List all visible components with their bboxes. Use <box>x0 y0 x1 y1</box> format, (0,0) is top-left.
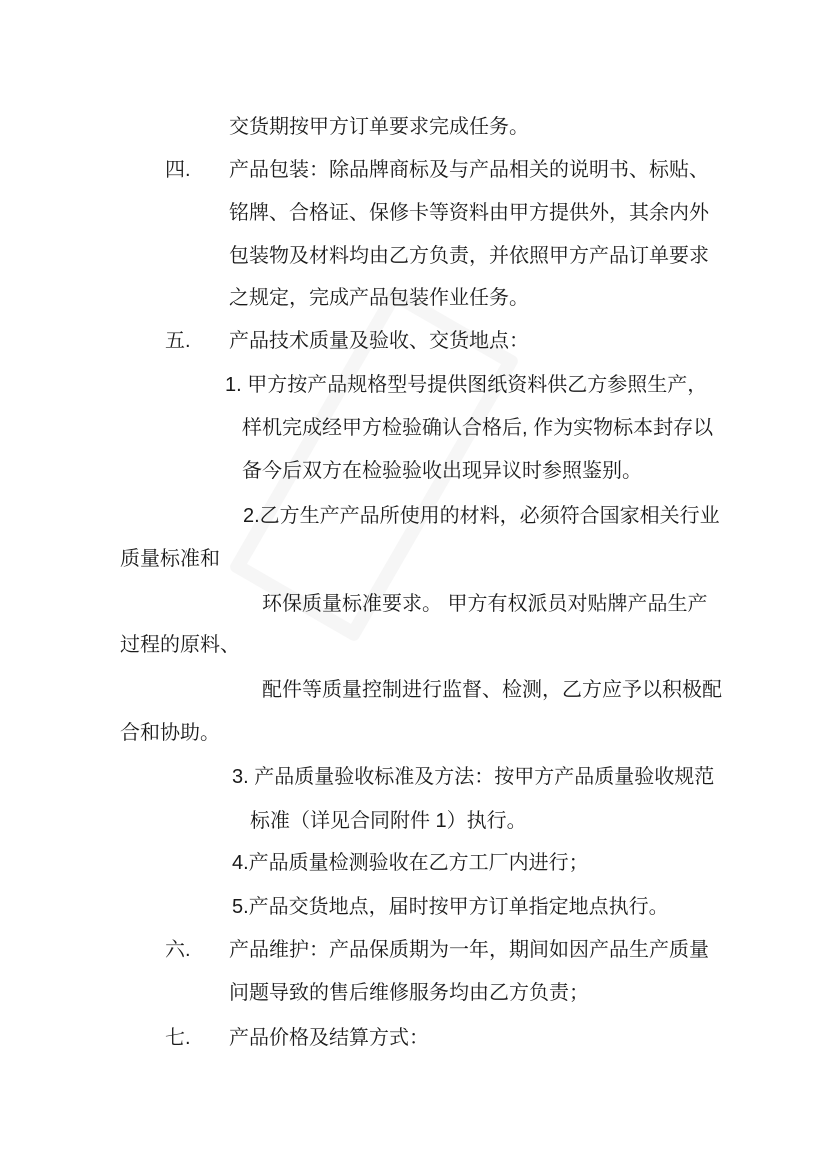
text-line: 包装物及材料均由乙方负责，并依照甲方产品订单要求 <box>229 245 709 267</box>
text-line: 1. 甲方按产品规格型号提供图纸资料供乙方参照生产， <box>225 374 708 396</box>
section-number: 六. <box>165 939 191 961</box>
section-number: 五. <box>165 330 191 352</box>
text-line: 铭牌、合格证、保修卡等资料由甲方提供外，其余内外 <box>229 202 709 224</box>
text-line: 2.乙方生产产品所使用的材料，必须符合国家相关行业 <box>243 505 720 527</box>
section-number: 七. <box>165 1027 191 1049</box>
text-line: 产品价格及结算方式： <box>229 1027 429 1049</box>
text-line: 问题导致的售后维修服务均由乙方负责； <box>229 982 589 1004</box>
text-line: 备今后双方在检验验收出现异议时参照鉴别。 <box>242 460 642 482</box>
text-line: 样机完成经甲方检验确认合格后, 作为实物标本封存以 <box>242 417 714 439</box>
text-line: 产品包装：除品牌商标及与产品相关的说明书、标贴、 <box>229 159 709 181</box>
section-number: 四. <box>165 159 191 181</box>
text-line: 之规定，完成产品包装作业任务。 <box>229 287 529 309</box>
text-line: 环保质量标准要求。 甲方有权派员对贴牌产品生产 <box>262 593 708 615</box>
text-line: 5.产品交货地点，届时按甲方订单指定地点执行。 <box>232 896 669 918</box>
text-line: 产品技术质量及验收、交货地点： <box>229 330 529 352</box>
text-line: 产品维护：产品保质期为一年，期间如因产品生产质量 <box>229 939 709 961</box>
text-line: 质量标准和 <box>120 548 220 570</box>
text-line: 3. 产品质量验收标准及方法：按甲方产品质量验收规范 <box>232 766 715 788</box>
text-line: 标准（详见合同附件 1）执行。 <box>250 810 527 832</box>
text-line: 配件等质量控制进行监督、检测，乙方应予以积极配 <box>262 679 722 701</box>
text-line: 合和协助。 <box>120 722 220 744</box>
text-line: 过程的原料、 <box>120 634 240 656</box>
text-line: 交货期按甲方订单要求完成任务。 <box>229 116 529 138</box>
text-line: 4.产品质量检测验收在乙方工厂内进行； <box>232 852 589 874</box>
